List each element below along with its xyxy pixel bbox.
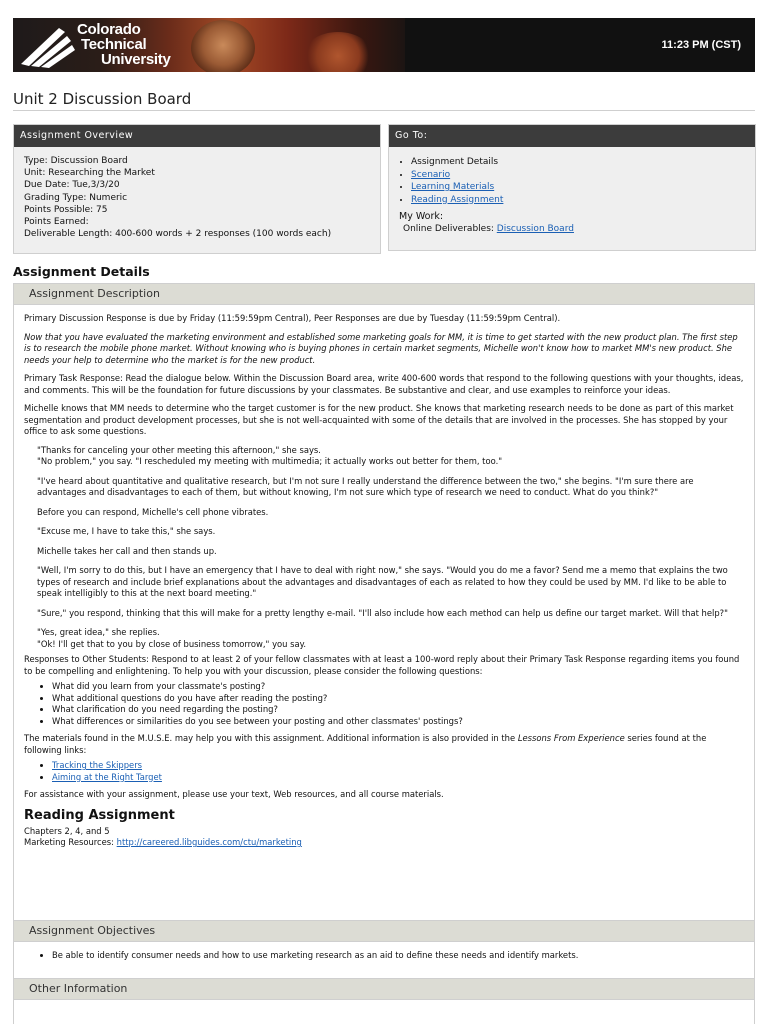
assignment-objectives-content — [13, 942, 755, 978]
marketing-resources-label: Marketing Resources: — [24, 837, 117, 847]
dialogue-line: "Excuse me, I have to take this," she says. — [37, 526, 216, 536]
lessons-links-list — [24, 760, 744, 783]
assignment-overview-panel — [13, 124, 381, 254]
logo-line-1: Colorado — [77, 21, 141, 38]
dialogue-line: "No problem," you say. "I rescheduled my meeting with multimedia; it actually works out better for them, too." — [37, 456, 503, 466]
overview-grading-type: Grading Type: Numeric — [24, 192, 128, 203]
michelle-context-text: Michelle knows that MM needs to determine who the target customer is for the new product. She knows that marketing research needs to be done as part of this market segmentation and product development processes, but she is not well-acquainted with some of the details that are involved in the processes. She has stopped by your office to ask some questions. — [24, 403, 734, 436]
list-item: • What clarification do you need regarding the posting? — [52, 704, 744, 716]
page-title: Unit 2 Discussion Board — [13, 90, 192, 108]
goto-panel — [388, 124, 756, 251]
learning-materials-link[interactable]: Learning Materials — [411, 182, 495, 192]
other-information-header[interactable]: Other Information — [13, 978, 755, 1000]
marketing-resources-link[interactable]: http://careered.libguides.com/ctu/marketing — [116, 837, 302, 847]
dialogue-line: Michelle takes her call and then stands up. — [37, 545, 217, 556]
reading-assignment-heading: Reading Assignment — [24, 807, 175, 823]
university-banner — [13, 18, 405, 72]
materials-text — [24, 733, 744, 756]
discussion-questions-list — [24, 681, 744, 727]
dialogue-line: "I've heard about quantitative and qualitative research, but I'm not sure I really understand the difference between the two," she begins. "I'm sure there are advantages and disadvantages to each of them, but without knowing, I'm not sure which type of research we need to conduct. What do you think?" — [37, 475, 694, 497]
aiming-at-the-right-target-link[interactable]: Aiming at the Right Target — [52, 771, 162, 782]
overview-unit: Unit: Researching the Market — [24, 168, 155, 179]
dialogue-line: "Yes, great idea," she replies. — [37, 627, 160, 637]
my-work-label: My Work: — [399, 211, 444, 222]
dialogue-line: "Ok! I'll get that to you by close of business tomorrow," you say. — [37, 638, 307, 649]
goto-item-reading-assignment[interactable] — [411, 194, 755, 207]
logo-mark-icon — [19, 24, 77, 68]
current-time: 11:23 PM (CST) — [661, 39, 741, 51]
materials-text-end: series found at the following links: — [24, 733, 707, 755]
materials-text-start: The materials found in the M.U.S.E. may help you with this assignment. Additional information is also provided in the — [24, 733, 518, 743]
university-logo-text — [77, 22, 171, 67]
online-deliverables-label: Online Deliverables: — [403, 224, 497, 234]
overview-deliverable-length: Deliverable Length: 400-600 words + 2 responses (100 words each) — [24, 229, 332, 240]
goto-heading: Go To: — [389, 125, 755, 147]
assignment-objectives-header[interactable]: Assignment Objectives — [13, 920, 755, 942]
tracking-the-skippers-link[interactable]: Tracking the Skippers — [52, 760, 143, 770]
discussion-board-link[interactable]: Discussion Board — [496, 224, 574, 234]
list-item[interactable] — [52, 760, 744, 772]
assignment-details-title: Assignment Details — [13, 264, 150, 279]
overview-type: Type: Discussion Board — [24, 156, 128, 166]
list-item: • What differences or similarities do you see between your posting and other classmates' postings? — [52, 716, 744, 728]
dialogue-line: "Thanks for canceling your other meeting this afternoon," she says. — [37, 444, 321, 455]
goto-item-learning-materials[interactable] — [411, 181, 755, 194]
title-divider — [13, 110, 755, 111]
dialogue-block-2 — [24, 627, 744, 650]
list-item: • Be able to identify consumer needs and how to use marketing research as an aid to define these needs and identify markets. — [52, 950, 754, 960]
overview-points-possible: Points Possible: 75 — [24, 204, 108, 215]
dialogue-line: "Well, I'm sorry to do this, but I have an emergency that I have to deal with right now," she says. "Would you do me a favor? Send me a memo that explains the two types of research and include brief explanations about the advantages and disadvantages of each as related to how they could be used by MM. I'd like to be able to speak intelligibly to this at the next board meeting." — [37, 565, 728, 598]
chapters-text: Chapters 2, 4, and 5 — [24, 825, 110, 836]
overview-due-date: Due Date: Tue,3/3/20 — [24, 180, 120, 191]
site-header — [13, 18, 755, 72]
other-information-content — [13, 1000, 755, 1024]
dialogue-line: "Sure," you respond, thinking that this will make for a pretty lengthy e-mail. "I'll also include how each method can help us define our target market. Will that help?" — [37, 607, 728, 618]
dialogue-block-1 — [24, 445, 744, 468]
logo-line-2: Technical — [81, 36, 147, 53]
assistance-text: For assistance with your assignment, please use your text, Web resources, and all course materials. — [24, 789, 444, 799]
online-deliverables — [389, 223, 755, 236]
responses-instructions-text: Responses to Other Students: Respond to at least 2 of your fellow classmates with at least a 100-word reply about their Primary Task Response regarding items you found to be compelling and enlightening. To help you with your discussion, please consider the following questions: — [24, 654, 740, 676]
reading-assignment-link[interactable]: Reading Assignment — [411, 194, 504, 205]
list-item: • What additional questions do you have after reading the posting? — [52, 693, 744, 705]
scenario-intro-text: Now that you have evaluated the marketing environment and established some marketing goals for MM, it is time to get started with the new product plan. The first step is to research the mobile phone market. Without knowing who is buying phones in certain market segments, Michelle won't know how to market MM's new product. She needs your help to determine who the market is for the new product. — [24, 331, 738, 365]
banner-photo — [191, 20, 255, 72]
dialogue-line: Before you can respond, Michelle's cell phone vibrates. — [37, 506, 269, 517]
logo-line-3: University — [101, 51, 171, 68]
list-item[interactable] — [52, 772, 744, 784]
assignment-overview-heading: Assignment Overview — [14, 125, 380, 147]
primary-task-text: Primary Task Response: Read the dialogue below. Within the Discussion Board area, write 400-600 words that respond to the following questions with your thoughts, ideas, and comments. This will be the foundation for future discussions by your classmates. Be substantive and clear, and use examples to reinforce your ideas. — [24, 373, 744, 395]
lessons-from-experience-text: Lessons From Experience — [517, 733, 625, 743]
scenario-link[interactable]: Scenario — [411, 169, 451, 180]
overview-points-earned: Points Earned: — [24, 217, 89, 228]
goto-list — [389, 156, 755, 206]
goto-item-scenario[interactable] — [411, 169, 755, 182]
goto-assignment-details: • Assignment Details — [411, 156, 755, 169]
assignment-description-content — [13, 305, 755, 920]
assignment-description-header[interactable]: Assignment Description — [13, 283, 755, 305]
list-item: • What did you learn from your classmate's posting? — [52, 681, 744, 693]
objectives-list — [14, 950, 754, 960]
due-dates-text: Primary Discussion Response is due by Friday (11:59:59pm Central), Peer Responses are due by Tuesday (11:59:59pm Central). — [24, 313, 561, 323]
marketing-resources — [24, 837, 744, 849]
assignment-overview-body — [14, 147, 380, 240]
banner-photo-secondary — [303, 32, 373, 72]
